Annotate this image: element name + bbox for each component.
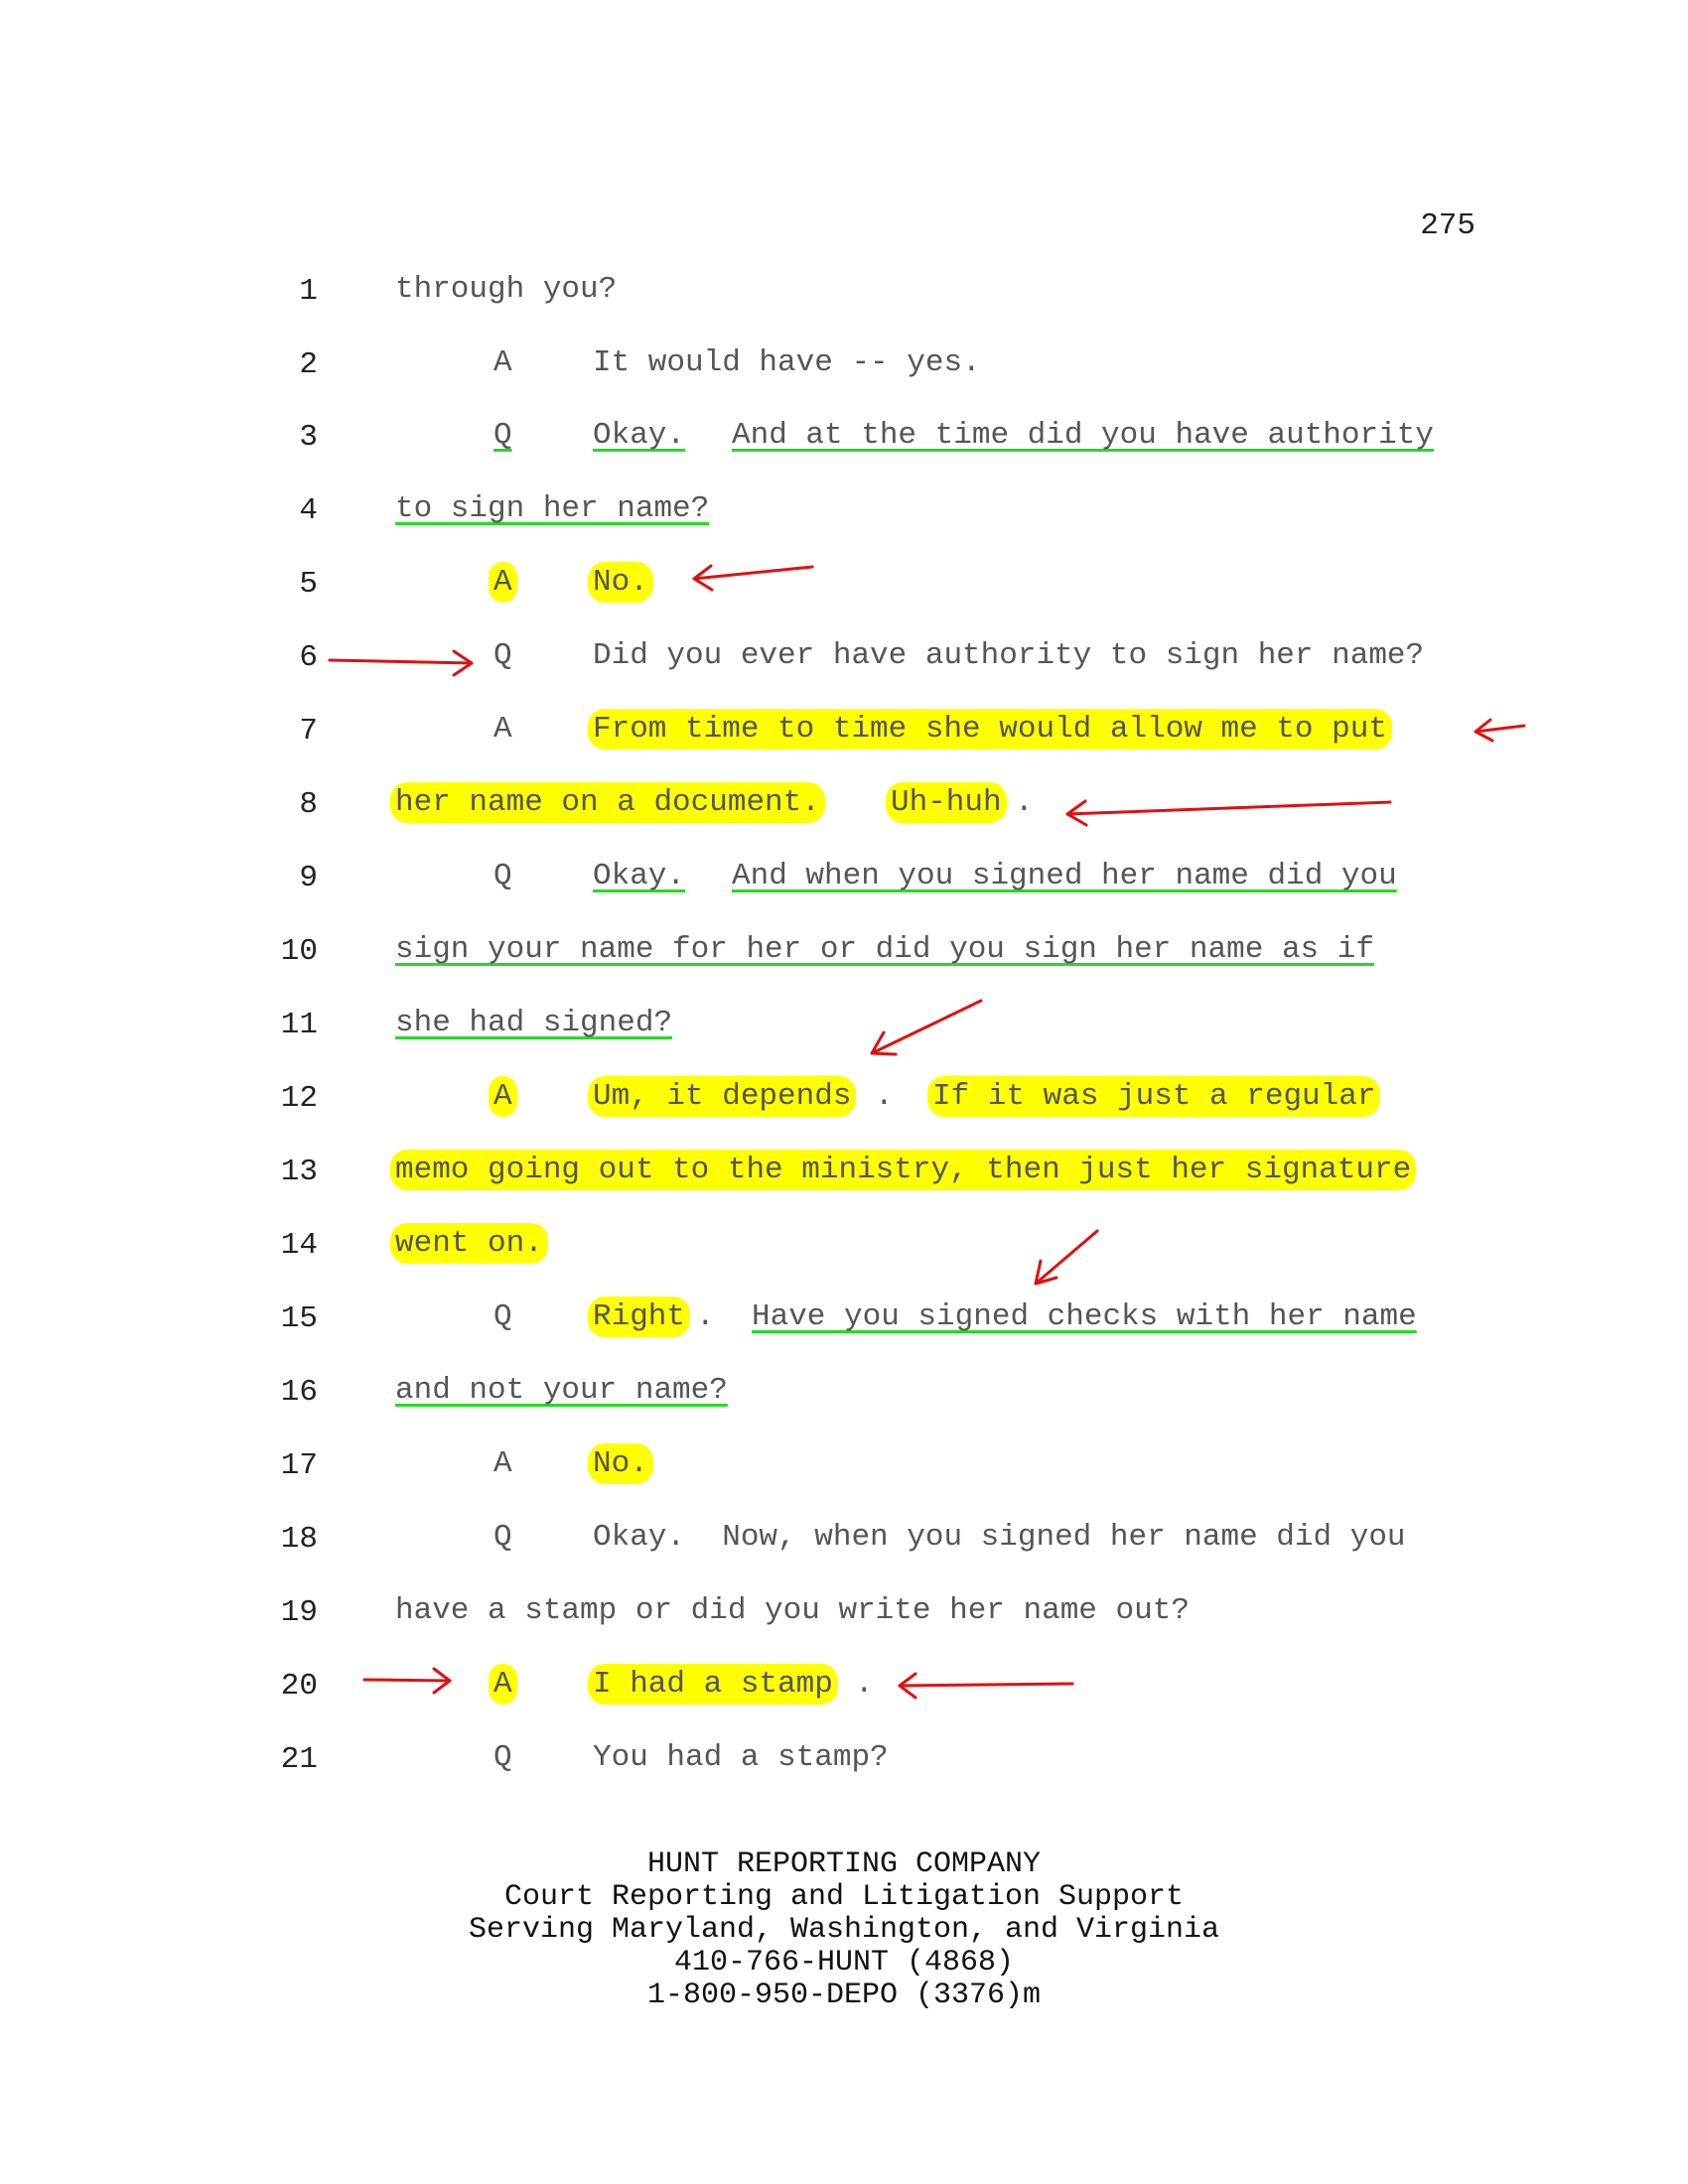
- line-text: have a stamp or did you write her name out?: [395, 1593, 1190, 1628]
- speaker-label: A: [493, 712, 512, 747]
- highlighted-text: No.: [593, 1446, 648, 1481]
- highlighted-text: Um, it depends: [593, 1079, 852, 1114]
- underlined-text: And when you signed her name did you: [732, 859, 1397, 893]
- underlined-text: she had signed?: [395, 1006, 673, 1040]
- line-number: 7: [299, 714, 318, 749]
- arrow-right-icon: [364, 1669, 450, 1693]
- highlighted-text: Uh-huh: [891, 785, 1002, 820]
- highlighted-text: her name on a document.: [395, 785, 820, 820]
- footer-company: HUNT REPORTING COMPANY: [646, 1847, 1042, 1881]
- footer-services: Court Reporting and Litigation Support: [503, 1880, 1185, 1914]
- underlined-text: And at the time did you have authority: [732, 418, 1434, 453]
- line-number: 3: [299, 420, 318, 455]
- speaker-label: Q: [493, 1740, 512, 1775]
- underlined-text: to sign her name?: [395, 491, 710, 526]
- line-number: 6: [299, 640, 318, 675]
- arrow-down-left-icon: [1036, 1231, 1097, 1284]
- arrow-left-icon: [1476, 720, 1524, 741]
- line-number: 21: [280, 1742, 318, 1777]
- line-number: 10: [280, 934, 318, 969]
- line-number: 15: [280, 1301, 318, 1336]
- highlighted-text: memo going out to the ministry, then just her signature: [395, 1153, 1412, 1187]
- line-text: .: [855, 1667, 874, 1702]
- line-text: It would have -- yes.: [593, 345, 981, 380]
- line-number: 20: [280, 1669, 318, 1704]
- line-number: 8: [299, 787, 318, 822]
- line-number: 12: [280, 1081, 318, 1116]
- arrow-left-icon: [1067, 801, 1390, 825]
- speaker-label: Q: [493, 859, 512, 893]
- speaker-label: A: [493, 565, 512, 600]
- highlighted-text: I had a stamp: [593, 1667, 833, 1702]
- line-number: 1: [299, 274, 318, 309]
- speaker-label: A: [493, 1667, 512, 1702]
- footer-phone-local: 410-766-HUNT (4868): [673, 1946, 1015, 1979]
- speaker-label: Q: [493, 1520, 512, 1555]
- speaker-label: Q: [493, 418, 512, 453]
- line-text: Okay. Now, when you signed her name did you: [593, 1520, 1406, 1555]
- highlighted-text: From time to time she would allow me to put: [593, 712, 1387, 747]
- speaker-label: A: [493, 1446, 512, 1481]
- highlighted-text: went on.: [395, 1226, 543, 1261]
- line-number: 17: [280, 1448, 318, 1483]
- line-number: 16: [280, 1375, 318, 1410]
- underlined-text: Okay.: [593, 418, 686, 453]
- footer-region: Serving Maryland, Washington, and Virginia: [468, 1913, 1220, 1947]
- line-number: 13: [280, 1155, 318, 1189]
- line-text: .: [696, 1299, 715, 1334]
- line-text: .: [875, 1079, 894, 1114]
- line-number: 4: [299, 493, 318, 528]
- line-text: through you?: [395, 272, 618, 307]
- highlighted-text: If it was just a regular: [932, 1079, 1376, 1114]
- footer-phone-tollfree: 1-800-950-DEPO (3376)m: [646, 1979, 1042, 2012]
- line-text: Did you ever have authority to sign her name?: [593, 638, 1425, 673]
- line-number: 19: [280, 1595, 318, 1630]
- underlined-text: and not your name?: [395, 1373, 728, 1408]
- line-number: 5: [299, 567, 318, 602]
- line-number: 9: [299, 861, 318, 895]
- arrow-down-left-icon: [872, 1001, 981, 1054]
- underlined-text: Okay.: [593, 859, 686, 893]
- arrow-left-icon: [900, 1674, 1072, 1698]
- underlined-text: Have you signed checks with her name: [752, 1299, 1417, 1334]
- speaker-label: A: [493, 1079, 512, 1114]
- line-number: 11: [280, 1008, 318, 1042]
- line-number: 14: [280, 1228, 318, 1263]
- line-text: .: [1015, 785, 1034, 820]
- underlined-text: sign your name for her or did you sign her name as if: [395, 932, 1374, 967]
- speaker-label: A: [493, 345, 512, 380]
- speaker-label: Q: [493, 1299, 512, 1334]
- reporter-footer: [0, 1848, 1688, 2012]
- highlighted-text: Right: [593, 1299, 686, 1334]
- highlighted-text: No.: [593, 565, 648, 600]
- arrow-left-icon: [694, 566, 812, 590]
- line-text: You had a stamp?: [593, 1740, 889, 1775]
- arrow-right-icon: [330, 651, 472, 675]
- line-number: 18: [280, 1522, 318, 1557]
- line-number: 2: [299, 347, 318, 382]
- speaker-label: Q: [493, 638, 512, 673]
- page-number: 275: [1420, 208, 1476, 243]
